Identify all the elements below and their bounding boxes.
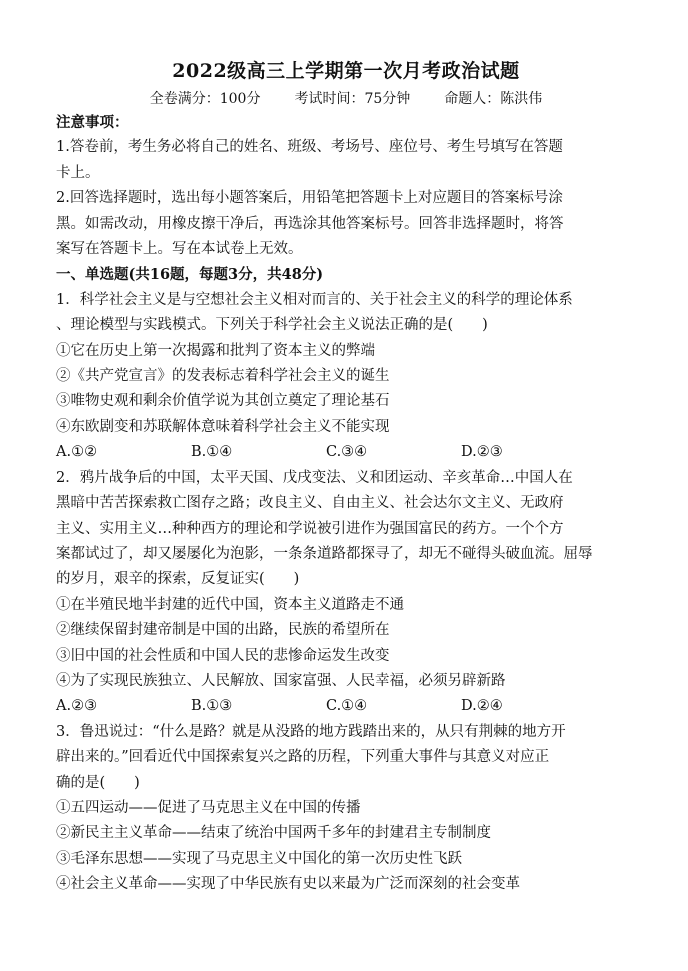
q3-stem-line-3: 确的是( ): [56, 774, 140, 791]
exam-time: 考试时间：75分钟: [294, 91, 411, 107]
q3-stem-line-2: 辟出来的。”回看近代中国探索复兴之路的历程，下列重大事件与其意义对应正: [56, 749, 550, 766]
q1-stem-line-2: 、理论模型与实践模式。下列关于科学社会主义说法正确的是( ): [56, 317, 488, 334]
q1-option-3: ③唯物史观和剩余价值学说为其创立奠定了理论基石: [56, 393, 390, 410]
q1-choices: [56, 440, 636, 465]
q2-stem-line-3: 主义、实用主义…种种西方的理论和学说被引进作为强国富民的药方。一个个方: [56, 520, 564, 537]
q1-choice-c: C.③④: [326, 444, 368, 461]
notice-item-1-line-2: 卡上。: [56, 164, 100, 181]
q2-option-1: ①在半殖民地半封建的近代中国，资本主义道路走不通: [56, 596, 404, 613]
exam-title: 2022级高三上学期第一次月考政治试题: [172, 60, 520, 82]
q1-choice-a: A.①②: [56, 444, 98, 461]
q2-choice-d: D.②④: [461, 698, 503, 715]
q1-option-2: ②《共产党宣言》的发表标志着科学社会主义的诞生: [56, 368, 390, 385]
q2-stem-line-1: 2．鸦片战争后的中国，太平天国、戊戌变法、义和团运动、辛亥革命…中国人在: [56, 469, 573, 486]
exam-page: [56, 58, 636, 898]
q1-choice-b: B.①④: [191, 444, 233, 461]
q2-option-4: ④为了实现民族独立、人民解放、国家富强、人民幸福，必须另辟新路: [56, 672, 506, 689]
full-score: 全卷满分：100分: [149, 91, 261, 107]
question-2: [56, 466, 636, 720]
q2-option-2: ②继续保留封建帝制是中国的出路，民族的希望所在: [56, 622, 390, 639]
q2-choice-c: C.①④: [326, 698, 368, 715]
q2-option-3: ③旧中国的社会性质和中国人民的悲惨命运发生改变: [56, 647, 390, 664]
q3-option-3: ③毛泽东思想——实现了马克思主义中国化的第一次历史性飞跃: [56, 850, 462, 867]
q2-stem-line-2: 黑暗中苦苦探索救亡图存之路；改良主义、自由主义、社会达尔文主义、无政府: [56, 495, 564, 512]
notice-item-1-line-1: 1.答卷前，考生务必将自己的姓名、班级、考场号、座位号、考生号填写在答题: [56, 139, 563, 156]
notice-section: [56, 110, 636, 262]
q2-choice-b: B.①③: [191, 698, 233, 715]
question-1: [56, 288, 636, 466]
question-3: [56, 720, 636, 898]
q1-choice-d: D.②③: [461, 444, 503, 461]
q2-choice-a: A.②③: [56, 698, 98, 715]
exam-meta: [56, 88, 636, 110]
exam-author: 命题人：陈洪伟: [444, 91, 543, 107]
notice-heading: 注意事项：: [56, 114, 129, 131]
notice-item-2-line-2: 黑。如需改动，用橡皮擦干净后，再选涂其他答案标号。回答非选择题时，将答: [56, 215, 564, 232]
notice-item-2-line-1: 2.回答选择题时，选出每小题答案后，用铅笔把答题卡上对应题目的答案标号涂: [56, 190, 563, 207]
q2-stem-line-4: 案都试过了，却又屡屡化为泡影，一条条道路都探寻了，却无不碰得头破血流。屈辱: [56, 545, 593, 562]
q1-option-1: ①它在历史上第一次揭露和批判了资本主义的弊端: [56, 342, 375, 359]
q3-option-2: ②新民主主义革命——结束了统治中国两千多年的封建君主专制制度: [56, 825, 491, 842]
q1-option-4: ④东欧剧变和苏联解体意味着科学社会主义不能实现: [56, 418, 390, 435]
q3-option-4: ④社会主义革命——实现了中华民族有史以来最为广泛而深刻的社会变革: [56, 876, 520, 893]
section-heading: 一、单选题(共16题，每题3分，共48分): [56, 266, 324, 284]
q2-stem-line-5: 的岁月，艰辛的探索，反复证实( ): [56, 571, 300, 588]
q3-option-1: ①五四运动——促进了马克思主义在中国的传播: [56, 799, 361, 816]
notice-item-2-line-3: 案写在答题卡上。写在本试卷上无效。: [56, 241, 303, 258]
q1-stem-line-1: 1．科学社会主义是与空想社会主义相对而言的、关于社会主义的科学的理论体系: [56, 291, 573, 308]
q2-choices: [56, 694, 636, 719]
q3-stem-line-1: 3．鲁迅说过：“什么是路？就是从没路的地方践踏出来的，从只有荆棘的地方开: [56, 723, 566, 740]
